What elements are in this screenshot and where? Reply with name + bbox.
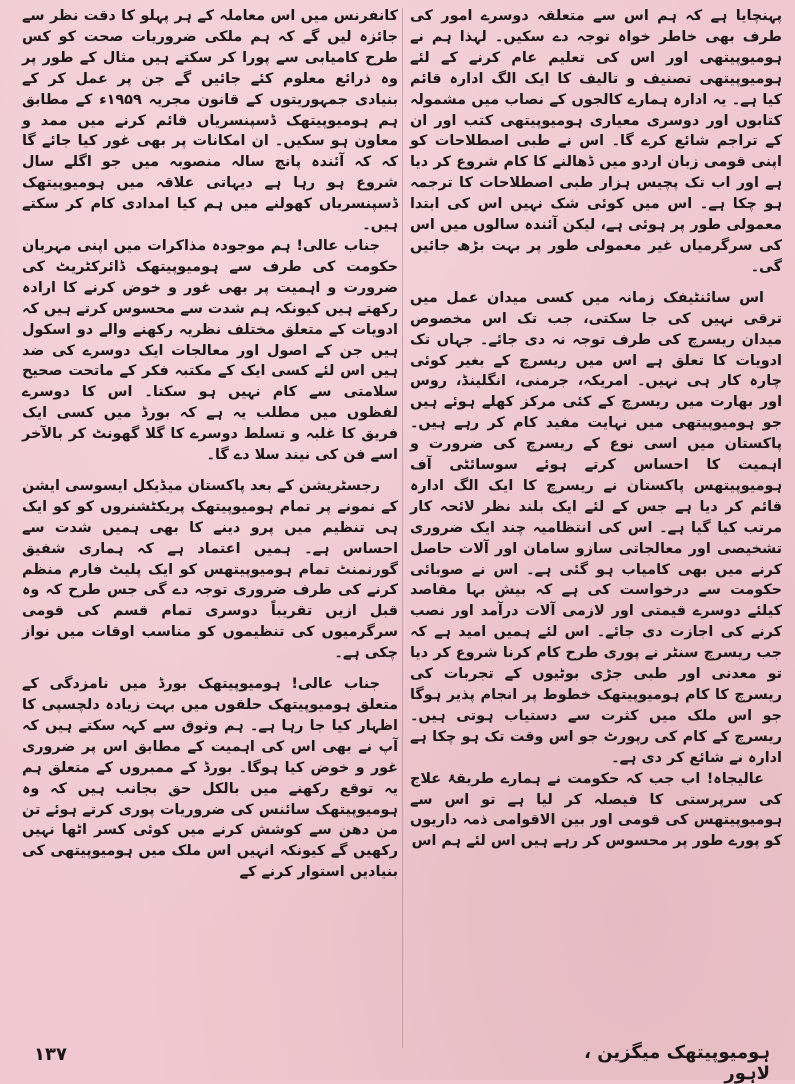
left-paragraph-1: کانفرنس میں اس معاملہ کے ہر پہلو کا دقت نظر سے جائزہ لیں گے کہ ہم ملکی ضروریات صحت کو کس طرح کامیابی سے پورا کر سکتے ہیں مثال کے طور پر وہ ذرائع معلوم کئے جائیں گے جن پر عمل کر کے بنیادی جمہوریتوں کے قانون مجریہ ۱۹۵۹ء کے مطابق ہم ہومیوپیتھک ڈسپنسریاں قائم کرنے میں ممد و معاون ہو سکیں۔ ان امکانات پر بھی غور کیا جائے گا کہ کہ آئندہ پانچ سالہ منصوبہ میں جو اگلے سال شروع ہو رہا ہے دیہاتی علاقہ میں ہومیوپیتھک ڈسپنسریاں کھولنے میں ہم کیا امدادی کام کر سکتے ہیں۔ bbox=[22, 8, 398, 234]
right-paragraph-2: اس سائنٹیفک زمانہ میں کسی میدان عمل میں ترقی نہیں کی جا سکتی، جب تک اس مخصوص میدان ریسرچ کی طرف توجہ نہ دی جائے۔ جہاں تک ادویات کا تعلق ہے اس میں ریسرچ کے بغیر کوئی چارہ کار ہی نہیں۔ امریکہ، جرمنی، انگلینڈ، روس اور بھارت میں ریسرچ کے کئی مرکز کھلے ہوئے ہیں جو ہومیوپیتھی میں نہایت مفید کام کر رہے ہیں۔ پاکستان میں اسی نوع کے ریسرچ کی ضرورت و اہمیت کا احساس کرتے ہوئے سوسائٹی آف ہومیوپیتھس پاکستان نے ریسرچ کا ایک الگ ادارہ قائم کر دیا ہے جس کے لئے ایک بلند نظر لائحہ کار مرتب کیا گیا ہے۔ اس کی انتظامیہ چند ایک ضروری تشخیصی اور معالجاتی سازو سامان اور آلات حاصل کرنے میں بھی کامیاب ہو گئی ہے۔ اس نے صوبائی حکومت سے درخواست کی ہے کہ بیش بہا مقاصد کیلئے دوسرے قیمتی اور لازمی آلات درآمد اور نصب کرنے کی اجازت دی جائے۔ اس لئے ہمیں امید ہے کہ جب ریسرچ سنٹر نے پوری طرح کام کرنا شروع کر دیا تو معدنی اور طبی جڑی بوٹیوں کے تجربات کی ریسرچ کا کام ہومیوپیتھک خطوط پر انجام پذیر ہوگا جو اس ملک میں کثرت سے دستیاب ہوتی ہیں۔ ریسرچ کے کام کی رپورٹ جو اس وقت تک ہو چکا ہے ادارہ نے شائع کر دی ہے۔ bbox=[410, 289, 782, 766]
page-number: ۱۳۷ bbox=[34, 1044, 67, 1065]
magazine-title: ہومیوپیتھک میگزین ، لاہور bbox=[584, 1042, 770, 1084]
right-text-column bbox=[410, 6, 782, 852]
column-divider bbox=[402, 8, 403, 1048]
left-paragraph-4: جناب عالی! ہومیوپیتھک بورڈ میں نامزدگی کے متعلق ہومیوپیتھک حلقوں میں بہت زیادہ دلچسپی کا اظہار کیا جا رہا ہے۔ ہم وثوق سے کہہ سکتے ہیں کہ آپ نے بھی اس کی اہمیت کے مطابق اس پر ضروری غور و خوض کیا ہوگا۔ بورڈ کے ممبروں کے متعلق ہم یہ توقع رکھنے میں بالکل حق بجانب ہیں کہ وہ ہومیوپیتھک سائنس کی ضروریات پوری کرتے ہوئے تن من دھن سے کوشش کرنے میں کوئی کسر اٹھا نہیں رکھیں گے کیونکہ انہیں اس ملک میں ہومیوپیتھی کی بنیادیں استوار کرنے کے bbox=[22, 676, 398, 881]
left-paragraph-3: رجسٹریشن کے بعد پاکستان میڈیکل ایسوسی ایشن کے نمونے پر تمام ہومیوپیتھک پریکٹشنروں کو کو ایک ہی تنظیم میں پرو دینے کا بھی ہمیں شدت سے احساس ہے۔ ہمیں اعتماد ہے کہ ہماری شفیق گورنمنٹ تمام ہومیوپیتھس کو ایک پلیٹ فارم منظم کرنے کی طرف ضروری توجہ دے گی جس طرح کہ وہ قبل ازیں تقریباً دوسری تمام قسم کی قومی سرگرمیوں کی تنظیموں کو مناسب اوقات میں نواز چکی ہے۔ bbox=[22, 477, 398, 662]
right-paragraph-1: پہنچایا ہے کہ ہم اس سے متعلقہ دوسرے امور کی طرف بھی خاطر خواہ توجہ دے سکیں۔ لہذا ہم نے ہومیوپیتھی اور اس کی تعلیم عام کرنے کے لئے ہومیوپیتھی تصنیف و تالیف کا ایک الگ ادارہ قائم کیا ہے۔ یہ ادارہ ہمارے کالجوں کے نصاب میں مشمولہ کتابوں اور دوسری معیاری ہومیوپیتھی کتب اور ان کے تراجم شائع کرے گا۔ اس نے طبی اصطلاحات کو اپنی قومی زبان اردو میں ڈھالنے کا کام شروع کر دیا ہے اور اب تک پچیس ہزار طبی اصطلاحات کا ترجمہ ہو چکا ہے۔ اس میں کوئی شک نہیں اس کی ابتدا معمولی طور پر ہوئی ہے، لیکن آئندہ سالوں میں اس کی سرگرمیاں غیر معمولی طور پر بہت بڑھ جائیں گی۔ bbox=[410, 8, 782, 275]
left-paragraph-2: جناب عالی! ہم موجودہ مذاکرات میں اپنی مہربان حکومت کی طرف سے ہومیوپیتھک ڈائرکٹریٹ کی ضرورت و اہمیت پر بھی غور و خوض کرنے کا ارادہ رکھتے ہیں کیونکہ ہم شدت سے محسوس کرتے ہیں کہ ادویات کے متعلق مختلف نظریہ رکھنے والے دو اسکول ہیں جن کے اصول اور معالجات ایک دوسرے کی ضد ہیں اس لئے کسی ایک کے مکتبہ فکر کے ماتحت صحیح سلامتی سے کام نہیں ہو سکتا۔ اس کا دوسرے لفظوں میں مطلب یہ ہے کہ بورڈ میں کسی ایک فریق کا غلبہ و تسلط دوسرے کا گلا گھونٹ کر بالآخر اسے فن کی نیند سلا دے گا۔ bbox=[22, 237, 398, 464]
right-paragraph-3: عالیجاہ! اب جب کہ حکومت نے ہمارے طریقۂ علاج کی سرپرستی کا فیصلہ کر لیا ہے تو اس سے ہومیوپیتھس کی قومی اور بین الاقوامی ذمہ داریوں کو پورے طور پر محسوس کر رہے ہیں اس لئے ہم اس bbox=[410, 770, 782, 850]
left-text-column bbox=[22, 6, 398, 883]
